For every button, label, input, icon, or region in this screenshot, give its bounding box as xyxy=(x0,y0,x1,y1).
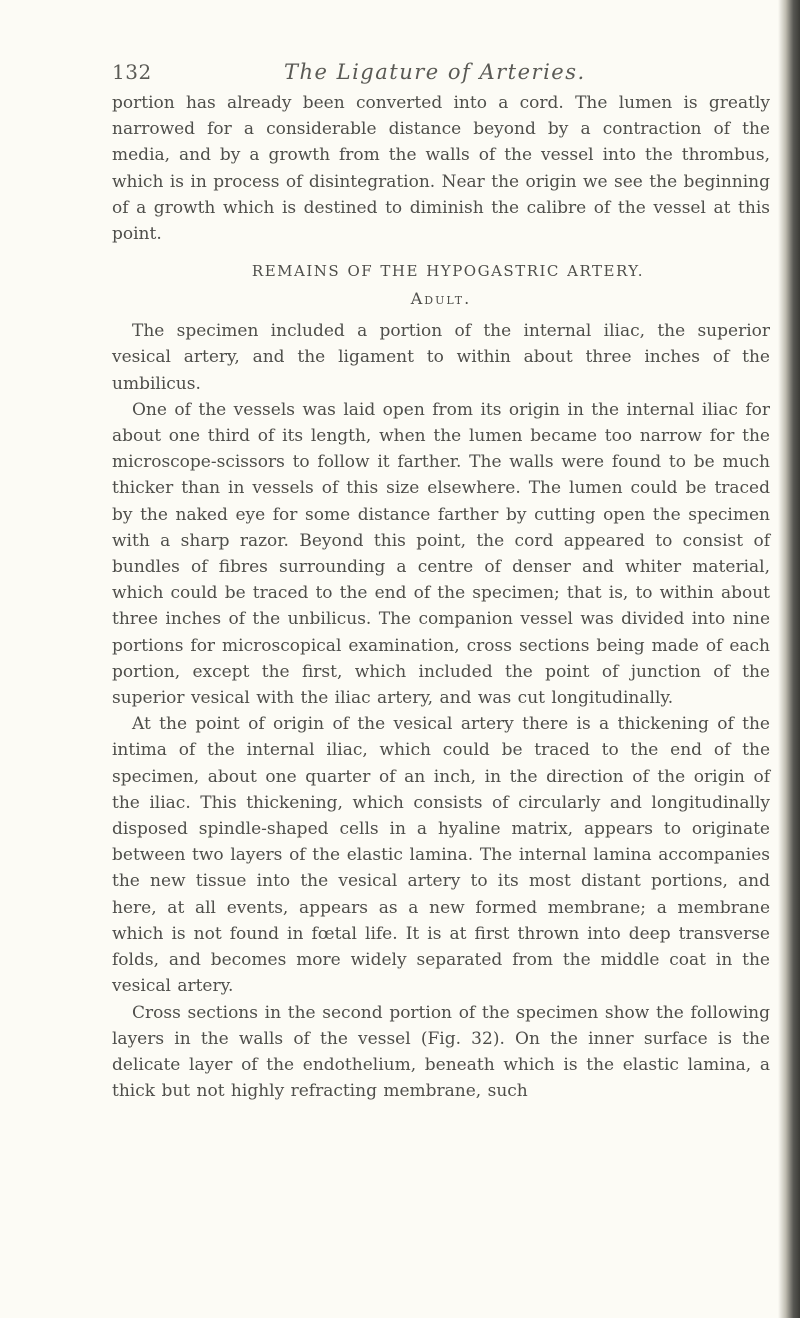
paragraph-origin: At the point of origin of the vesical artery there is a thickening of the intima of the internal iliac, which could be traced to the end of the specimen, about one quarter of an inch, in the direction of the origin of the iliac. This thickening, which consists of circularly and longitudinally disposed spindle-shaped cells in a hyaline matrix, appears to originate between two layers of the elastic lamina. The internal lamina accompanies the new tissue into the vesical artery to its most distant portions, and here, at all events, appears as a new formed membrane; a membrane which is not found in fœtal life. It is at first thrown into deep transverse folds, and becomes more widely separated from the middle coat in the vesical artery. xyxy=(112,714,770,997)
page-number: 132 xyxy=(112,60,152,84)
page-header xyxy=(112,60,772,92)
paragraph-cross-sections: Cross sections in the second portion of the specimen show the following layers in the walls of the vessel (Fig. 32). On the inner surface is the delicate layer of the endothelium, beneath which is the elastic lamina, a thick but not highly refracting membrane, such xyxy=(112,1002,770,1102)
running-title: The Ligature of Arteries. xyxy=(284,60,586,84)
paragraph-specimen: The specimen included a portion of the internal iliac, the superior vesical artery, and the ligament to within about three inches of the umbilicus. xyxy=(112,321,770,394)
section-subheading: Adult. xyxy=(410,289,472,309)
section-heading: REMAINS OF THE HYPOGASTRIC ARTERY. xyxy=(251,262,645,281)
page-body xyxy=(112,90,770,1104)
paragraph-continued: portion has already been converted into a cord. The lumen is greatly narrowed for a considerable distance beyond by a contraction of the media, and by a growth from the walls of the vessel into the thrombus, which is in process of disintegration. Near the origin we see the beginning of a growth which is destined to diminish the calibre of the vessel at this point. xyxy=(112,93,770,245)
paragraph-vessels: One of the vessels was laid open from its origin in the internal iliac for about one third of its length, when the lumen became too narrow for the microscope-scissors to follow it farther. The walls were found to be much thicker than in vessels of this size elsewhere. The lumen could be traced by the naked eye for some distance farther by cutting open the specimen with a sharp razor. Beyond this point, the cord appeared to consist of bundles of fibres surrounding a centre of denser and whiter material, which could be traced to the end of the specimen; that is, to within about three inches of the unbilicus. The companion vessel was divided into nine portions for microscopical examination, cross sections being made of each portion, except the first, which included the point of junction of the superior vesical with the iliac artery, and was cut longitudinally. xyxy=(112,399,770,709)
page-edge-shadow xyxy=(778,0,800,1318)
